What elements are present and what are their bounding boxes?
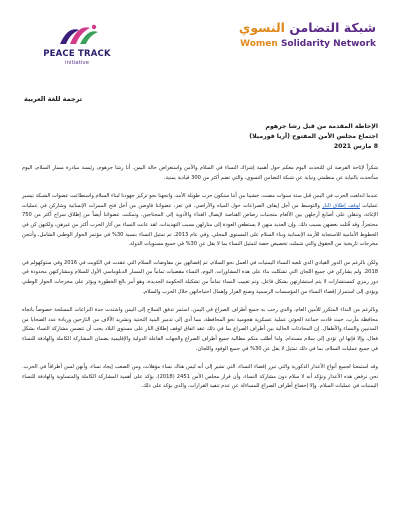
wsn-logo-english (240, 39, 376, 49)
wsn-arabic-part2: النسوي (238, 20, 285, 35)
paragraph-3-text: ولكن بالرغم من الدور القيادي الذي تلعبه النساء اليمنيات في العمل نحو السلام، تم إقصائهن من مفاوضات السلام التي عقدت في الكويت في 2016 وفي ستوكهولم في 2018. ولم يشاركن في جميع اللجان التي تشكلت بناء على هذه المشاورات. اليوم، النساء مقصيات تماماً من المسار الدبلوماسي الأول للسلام ومشاركتهن محدودة في دور رمزي كمستشارات لا يتم استشارتهن بشكل فاعل. وتم تغييب النساء تماماً من تشكيلة الحكومة الجديدة، وهو أمر بالغ الخطورة ويؤثر على مخرجات الحوار الوطني ويؤدي إلى استمرار إقصاء النساء من المؤسسات الرسمية وصنع القرار وإهمال احتياجاتهن خلال الحرب والسلام. (22, 259, 378, 295)
document-body (22, 122, 378, 401)
paragraph-1 (22, 164, 378, 183)
paragraph-2 (22, 192, 378, 250)
paragraph-1-text: شكراً لإتاحة الفرصة لي للتحدث اليوم معكم حول أهمية إشراك النساء في السلام والأمن واستعراض حالة اليمن. أنا رشا جرهوم، رئيسة مبادرة مسار السلام، اليوم سأتحدث بالنيابة عن منظمتي ونيابة عن شبكة التضامن النسوي، والتي تضم أكثر من 300 قيادية يمنية. (22, 165, 378, 181)
briefing-presenter: الإحاطة المقدمة من قبل رشا جرهوم (265, 123, 378, 130)
paragraph-2-text-after: والتوسط من أجل إيقاف الصراعات حول المياه والأراضي. في تعز، عضواتنا فاوضن من أجل فتح الممرات الإنسانية وشاركن في عمليات الإغاثة، وتنقلن على أصابع أرجلهن بين الألغام متجنبات رصاص القناصة لإيصال الغذاء والأدوية إلى المحتاجين. وتمكنت عضواتنا أيضاً من إطلاق سراح أكثر من 750 محتجزاً، وقد قُتلت بعضهن بسبب ذلك. وإن العديد منهن لا يستطعن العودة إلى منازلهن بسبب التهديدات. لقد عانت النساء من آثار الحرب أكثر من غيرهن، ولكنهن كن في الخطوط الأمامية للاستجابة للأزمة الإنسانية وبناء السلام على المستوى المحلي. وفي عام 2013، تم تمثيل النساء بنسبة 30% في مؤتمر الحوار الوطني الشامل، وأنتجن مخرجات تاريخية من الحقوق والتي شملت تخصيص حصة لتمثيل النساء بما لا يقل عن 30% في جميع مستويات الدولة. (22, 202, 378, 248)
briefing-date: 8 مارس 2021 (333, 143, 378, 150)
paragraph-5 (22, 363, 378, 392)
peace-track-initiative-logo (22, 22, 132, 68)
paragraph-4 (22, 306, 378, 354)
document-header (0, 0, 400, 80)
peace-track-emblem-icon (56, 22, 102, 48)
women-solidarity-network-logo (210, 20, 376, 64)
translation-note: ترجمة للغة العربية (24, 95, 83, 103)
paragraph-4-text: وبالرغم من النداء المتكرر للأمين العام، والذي رحب به جميع أطراف الصراع في اليمن، استمر تدفق السلاح إلى اليمن واشتدت حدة النزاعات المسلحة خصوصاً باتجاه محافظة مأرب، حيث قادت جماعة الحوثي عملية عسكرية هجومية نحو المحافظة، مما أدى إلى تدمير البنية التحتية وتشريد الآلاف من النازحين وزيادة عدد الضحايا من المدنيين والنساء والأطفال. إن المحادثات الحالية بين أطراف الصراع بما في ذلك عقد اتفاق لوقف إطلاق النار على مستوى البلاد يجب أن تتضمن مشاركة النساء بشكل فعال، وإلا فإنها لن تؤدي إلى سلام مستدام. ولذا أطلب منكم مطالبة جميع أطراف الصراع والجهات الفاعلة الدولية والإقليمية بضمان المشاركة الكاملة والهادفة للنساء في جميع عمليات السلام، بما في ذلك تمثيل لا يقل عن 30% في جميع الوفود واللجان. (22, 307, 378, 352)
wsn-english-part2: Solidarity Network (280, 39, 376, 49)
ceasefire-link[interactable]: لوقف إطلاق النار (322, 202, 360, 209)
pti-logo-subtitle: initiative (65, 60, 89, 66)
wsn-english-part1: Women (240, 39, 278, 49)
paragraph-5-text: وقد استمعنا لجميع أنواع الأعذار الذكورية والتي تبرر إقصاء النساء، التي تشير إلى أنه ليس هناك نساء مؤهلات، ومن الصعب إيجاد نساء، وأنهن لسن أطرافاً في الحرب. نحن نرفض هذه الأعذار ونؤكد أنه لا سلام دون مشاركة النساء، وأن قرار مجلس الأمن 2451 (2018)، يؤكد على أهمية المشاركة الكاملة والمتساوية والهادفة للنساء اليمنيات في عمليات السلام. وإلا إخضاع أطراف الصراع للمساءلة عن عدم تنفيذ القرارات، والذي يؤكد على ذلك. (22, 364, 378, 390)
wsn-logo-arabic (239, 20, 376, 35)
briefing-meta (22, 122, 378, 152)
paragraph-2-text: عندما اندلعت الحرب في اليمن قبل ستة سنوات مضت، خشينا من أننا سنكون حرب طويلة الأمد، واتجهنا نحو تركيز جهودنا لبناء السلام واستطاعت عضوات الشبكة تيسير عمليات (22, 193, 378, 209)
briefing-meeting: اجتماع مجلس الأمن المفتوح (أريا فورميلا) (249, 133, 378, 140)
wsn-arabic-part1: شبكة التضامن (289, 20, 376, 35)
pti-logo-name: PEACE TRACK (43, 49, 111, 59)
paragraph-3 (22, 259, 378, 297)
